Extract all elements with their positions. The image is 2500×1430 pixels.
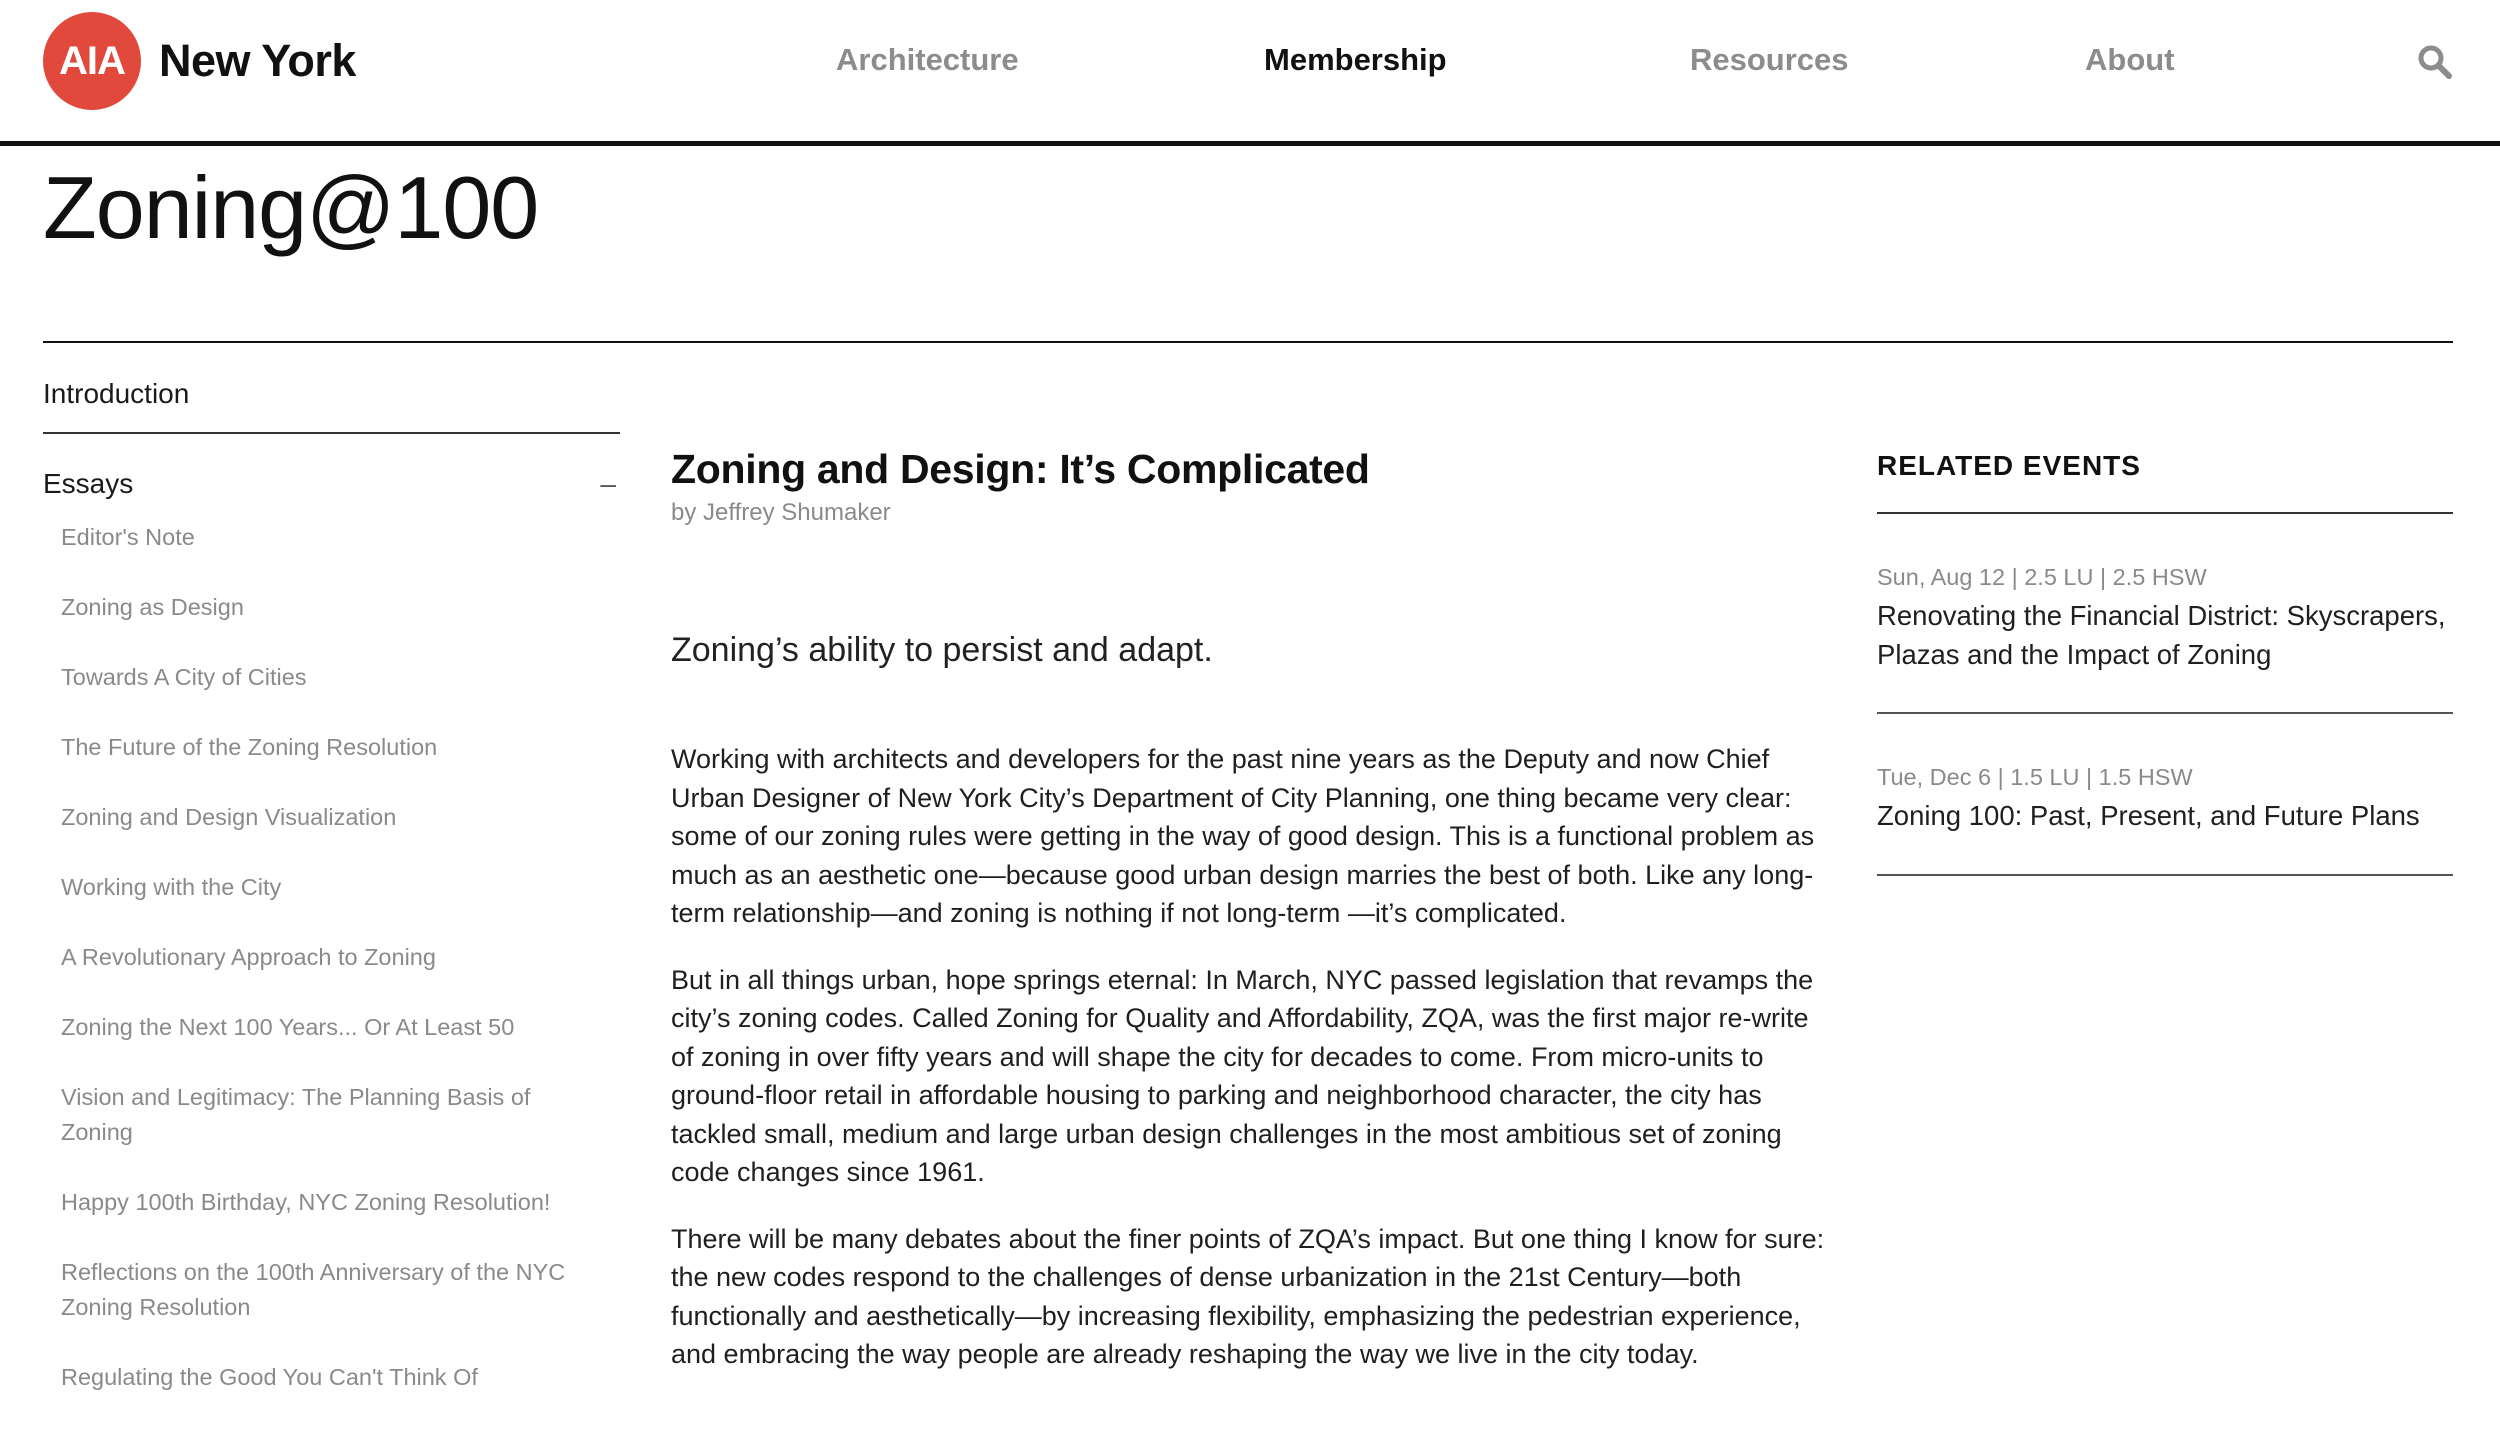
essays-label: Essays (43, 468, 134, 499)
event-item (1877, 714, 2453, 876)
site-header (0, 0, 2500, 146)
event-link[interactable]: Zoning 100: Past, Present, and Future Plans (1877, 800, 2420, 831)
article (671, 446, 1831, 1374)
essay-list (43, 520, 620, 1395)
article-paragraph: But in all things urban, hope springs eternal: In March, NYC passed legislation that revamps the city’s zoning codes. Called Zoning for Quality and Affordability, ZQA, was the first major re-write of zoning in over fifty years and will shape the city for decades to come. From micro-units to ground-floor retail in affordable housing to parking and neighborhood character, the city has tackled small, medium and large urban design challenges in the most ambitious set of zoning code changes since 1961. (671, 964, 1814, 1187)
essay-link[interactable]: Working with the City (61, 874, 282, 900)
article-title: Zoning and Design: It’s Complicated (671, 446, 1370, 492)
essay-link[interactable]: Reflections on the 100th Anniversary of the NYC Zoning Resolution (61, 1259, 566, 1320)
page-title: Zoning@100 (43, 158, 539, 257)
essay-link[interactable]: Regulating the Good You Can't Think Of (61, 1364, 478, 1390)
title-divider (43, 341, 2453, 343)
article-paragraph: Working with architects and developers for the past nine years as the Deputy and now Chief Urban Designer of New York City’s Department of City Planning, one thing became very clear: some of our zoning rules were getting in the way of good design. This is a functional problem as much as an aesthetic one—because good urban design marries the best of both. Like any long-term relationship—and zoning is nothing if not long-term —it’s complicated. (671, 744, 1815, 928)
logo-mark: AIA (43, 12, 141, 110)
essay-link[interactable]: The Future of the Zoning Resolution (61, 734, 438, 760)
article-byline: by Jeffrey Shumaker (671, 499, 891, 526)
essay-link[interactable]: Editor's Note (61, 524, 195, 550)
related-events-heading: RELATED EVENTS (1877, 450, 2453, 514)
sidebar-item-essays[interactable] (43, 468, 620, 500)
essay-link[interactable]: Happy 100th Birthday, NYC Zoning Resolution! (61, 1189, 551, 1215)
event-item (1877, 514, 2453, 714)
essay-link[interactable]: Towards A City of Cities (61, 664, 307, 690)
essay-link[interactable]: Zoning the Next 100 Years... Or At Least 50 (61, 1014, 515, 1040)
nav-resources[interactable]: Resources (1690, 42, 1849, 77)
nav-about[interactable]: About (2085, 42, 2175, 77)
essay-link[interactable]: Zoning and Design Visualization (61, 804, 397, 830)
logo-city: New York (159, 35, 356, 86)
essay-link[interactable]: Zoning as Design (61, 594, 244, 620)
event-meta: Sun, Aug 12 | 2.5 LU | 2.5 HSW (1877, 564, 2207, 590)
search-icon[interactable] (2417, 44, 2453, 80)
collapse-icon[interactable]: – (600, 468, 616, 499)
logo[interactable] (43, 12, 356, 110)
nav-architecture[interactable]: Architecture (836, 42, 1019, 77)
sidebar (43, 370, 620, 1430)
article-lede: Zoning’s ability to persist and adapt. (671, 631, 1213, 669)
essay-link[interactable]: Vision and Legitimacy: The Planning Basis of Zoning (61, 1084, 531, 1145)
essay-link[interactable]: A Revolutionary Approach to Zoning (61, 944, 436, 970)
article-paragraph: There will be many debates about the finer points of ZQA’s impact. But one thing I know for sure: the new codes respond to the challenges of dense urbanization in the 21st Century—both functionally and aesthetically—by increasing flexibility, emphasizing the pedestrian experience, and embracing the way people are already reshaping the way we live in the city today. (671, 1223, 1825, 1369)
event-meta: Tue, Dec 6 | 1.5 LU | 1.5 HSW (1877, 764, 2193, 790)
event-link[interactable]: Renovating the Financial District: Skyscrapers, Plazas and the Impact of Zoning (1877, 600, 2446, 670)
related-events (1877, 450, 2453, 876)
sidebar-item-introduction[interactable]: Introduction (43, 370, 620, 434)
nav-membership[interactable]: Membership (1264, 42, 1447, 77)
